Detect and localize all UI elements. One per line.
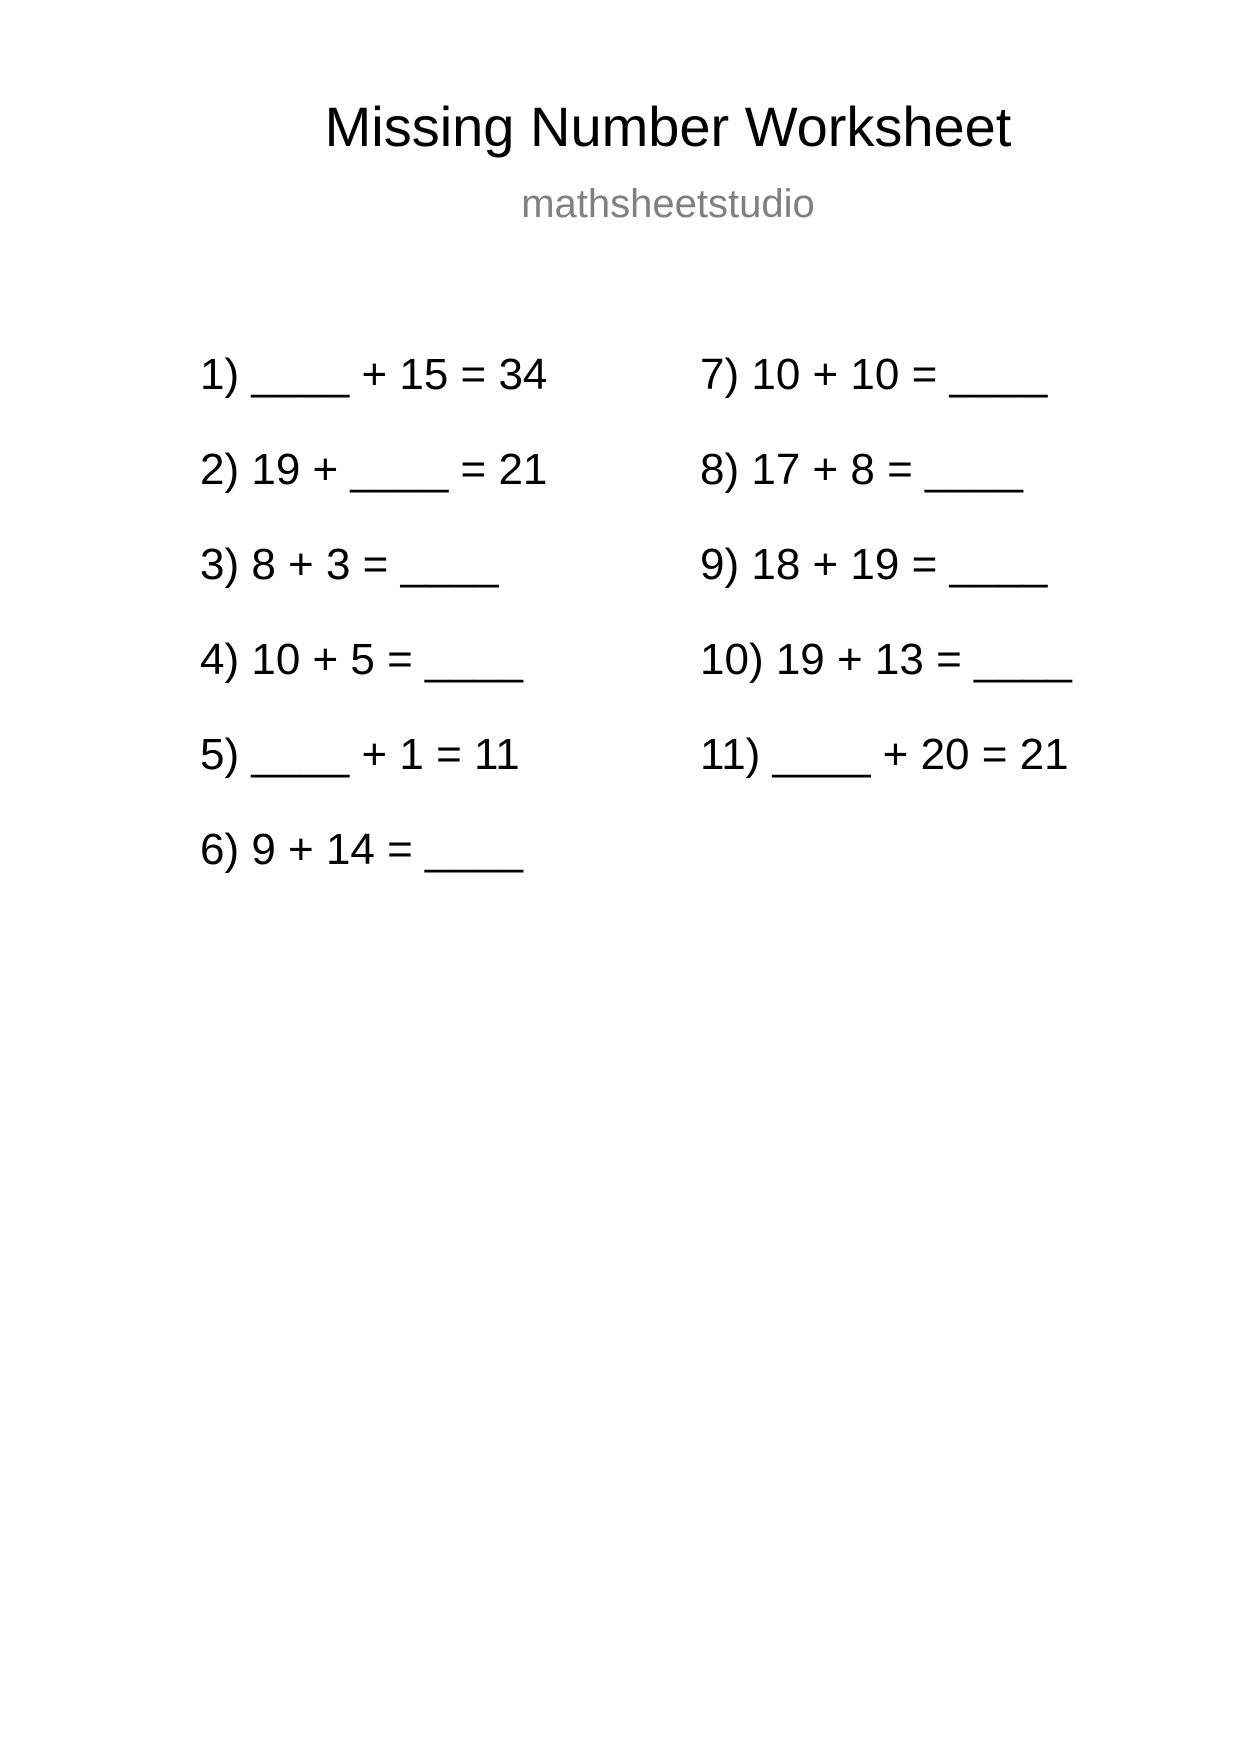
page-title-row: [0, 96, 1240, 158]
page-subtitle: mathsheetstudio: [521, 182, 815, 226]
problem-9: 9) 18 + 19 = ____: [700, 540, 1048, 589]
problem-1: 1) ____ + 15 = 34: [200, 350, 548, 399]
problems-column-left: [200, 350, 720, 920]
page-title: Missing Number Worksheet: [324, 95, 1012, 158]
subtitle-row: [0, 182, 1240, 226]
problem-2: 2) 19 + ____ = 21: [200, 445, 548, 494]
problem-5: 5) ____ + 1 = 11: [200, 730, 520, 779]
problems-column-right: [700, 350, 1220, 825]
problem-11: 11) ____ + 20 = 21: [700, 730, 1069, 779]
problem-4: 4) 10 + 5 = ____: [200, 635, 523, 684]
problem-3: 3) 8 + 3 = ____: [200, 540, 499, 589]
problem-6: 6) 9 + 14 = ____: [200, 825, 523, 874]
problem-10: 10) 19 + 13 = ____: [700, 635, 1072, 684]
problem-8: 8) 17 + 8 = ____: [700, 445, 1023, 494]
problem-7: 7) 10 + 10 = ____: [700, 350, 1048, 399]
